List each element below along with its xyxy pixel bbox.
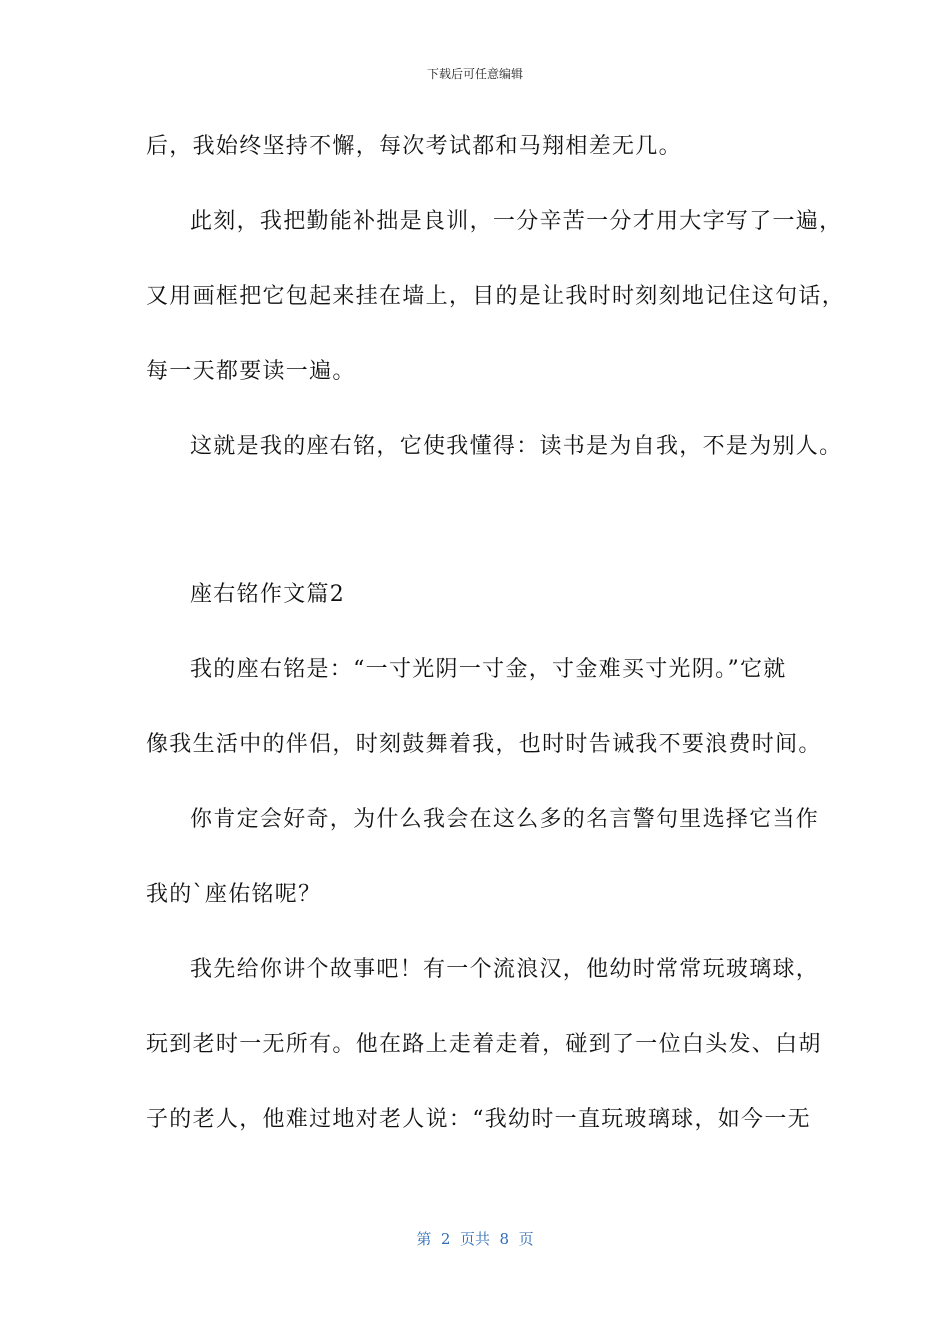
- section-heading: 座右铭作文篇2: [190, 582, 346, 607]
- body-line: 每一天都要读一遍。: [146, 359, 356, 384]
- body-line: 你肯定会好奇，为什么我会在这么多的名言警句里选择它当作: [190, 807, 820, 832]
- page-number-footer: 第 2 页共 8 页: [416, 1230, 534, 1248]
- body-line: 我的座右铭是：“一寸光阴一寸金，寸金难买寸光阴。”它就: [190, 657, 787, 682]
- body-line: 后，我始终坚持不懈，每次考试都和马翔相差无几。: [146, 134, 682, 159]
- body-line: 子的老人，他难过地对老人说：“我幼时一直玩玻璃球，如今一无: [146, 1107, 811, 1132]
- body-line: 像我生活中的伴侣，时刻鼓舞着我，也时时告诫我不要浪费时间。: [146, 732, 822, 757]
- body-line: 我先给你讲个故事吧！有一个流浪汉，他幼时常常玩玻璃球，: [190, 957, 820, 982]
- body-line: 此刻，我把勤能补拙是良训，一分辛苦一分才用大字写了一遍，: [190, 209, 843, 234]
- body-line: 我的`座佑铭呢？: [146, 882, 322, 907]
- body-line: 这就是我的座右铭，它使我懂得：读书是为自我，不是为别人。: [190, 434, 843, 459]
- body-line: 玩到老时一无所有。他在路上走着走着，碰到了一位白头发、白胡: [146, 1032, 822, 1057]
- body-line: 又用画框把它包起来挂在墙上，目的是让我时时刻刻地记住这句话，: [146, 284, 846, 309]
- page-header: 下载后可任意编辑: [426, 67, 523, 81]
